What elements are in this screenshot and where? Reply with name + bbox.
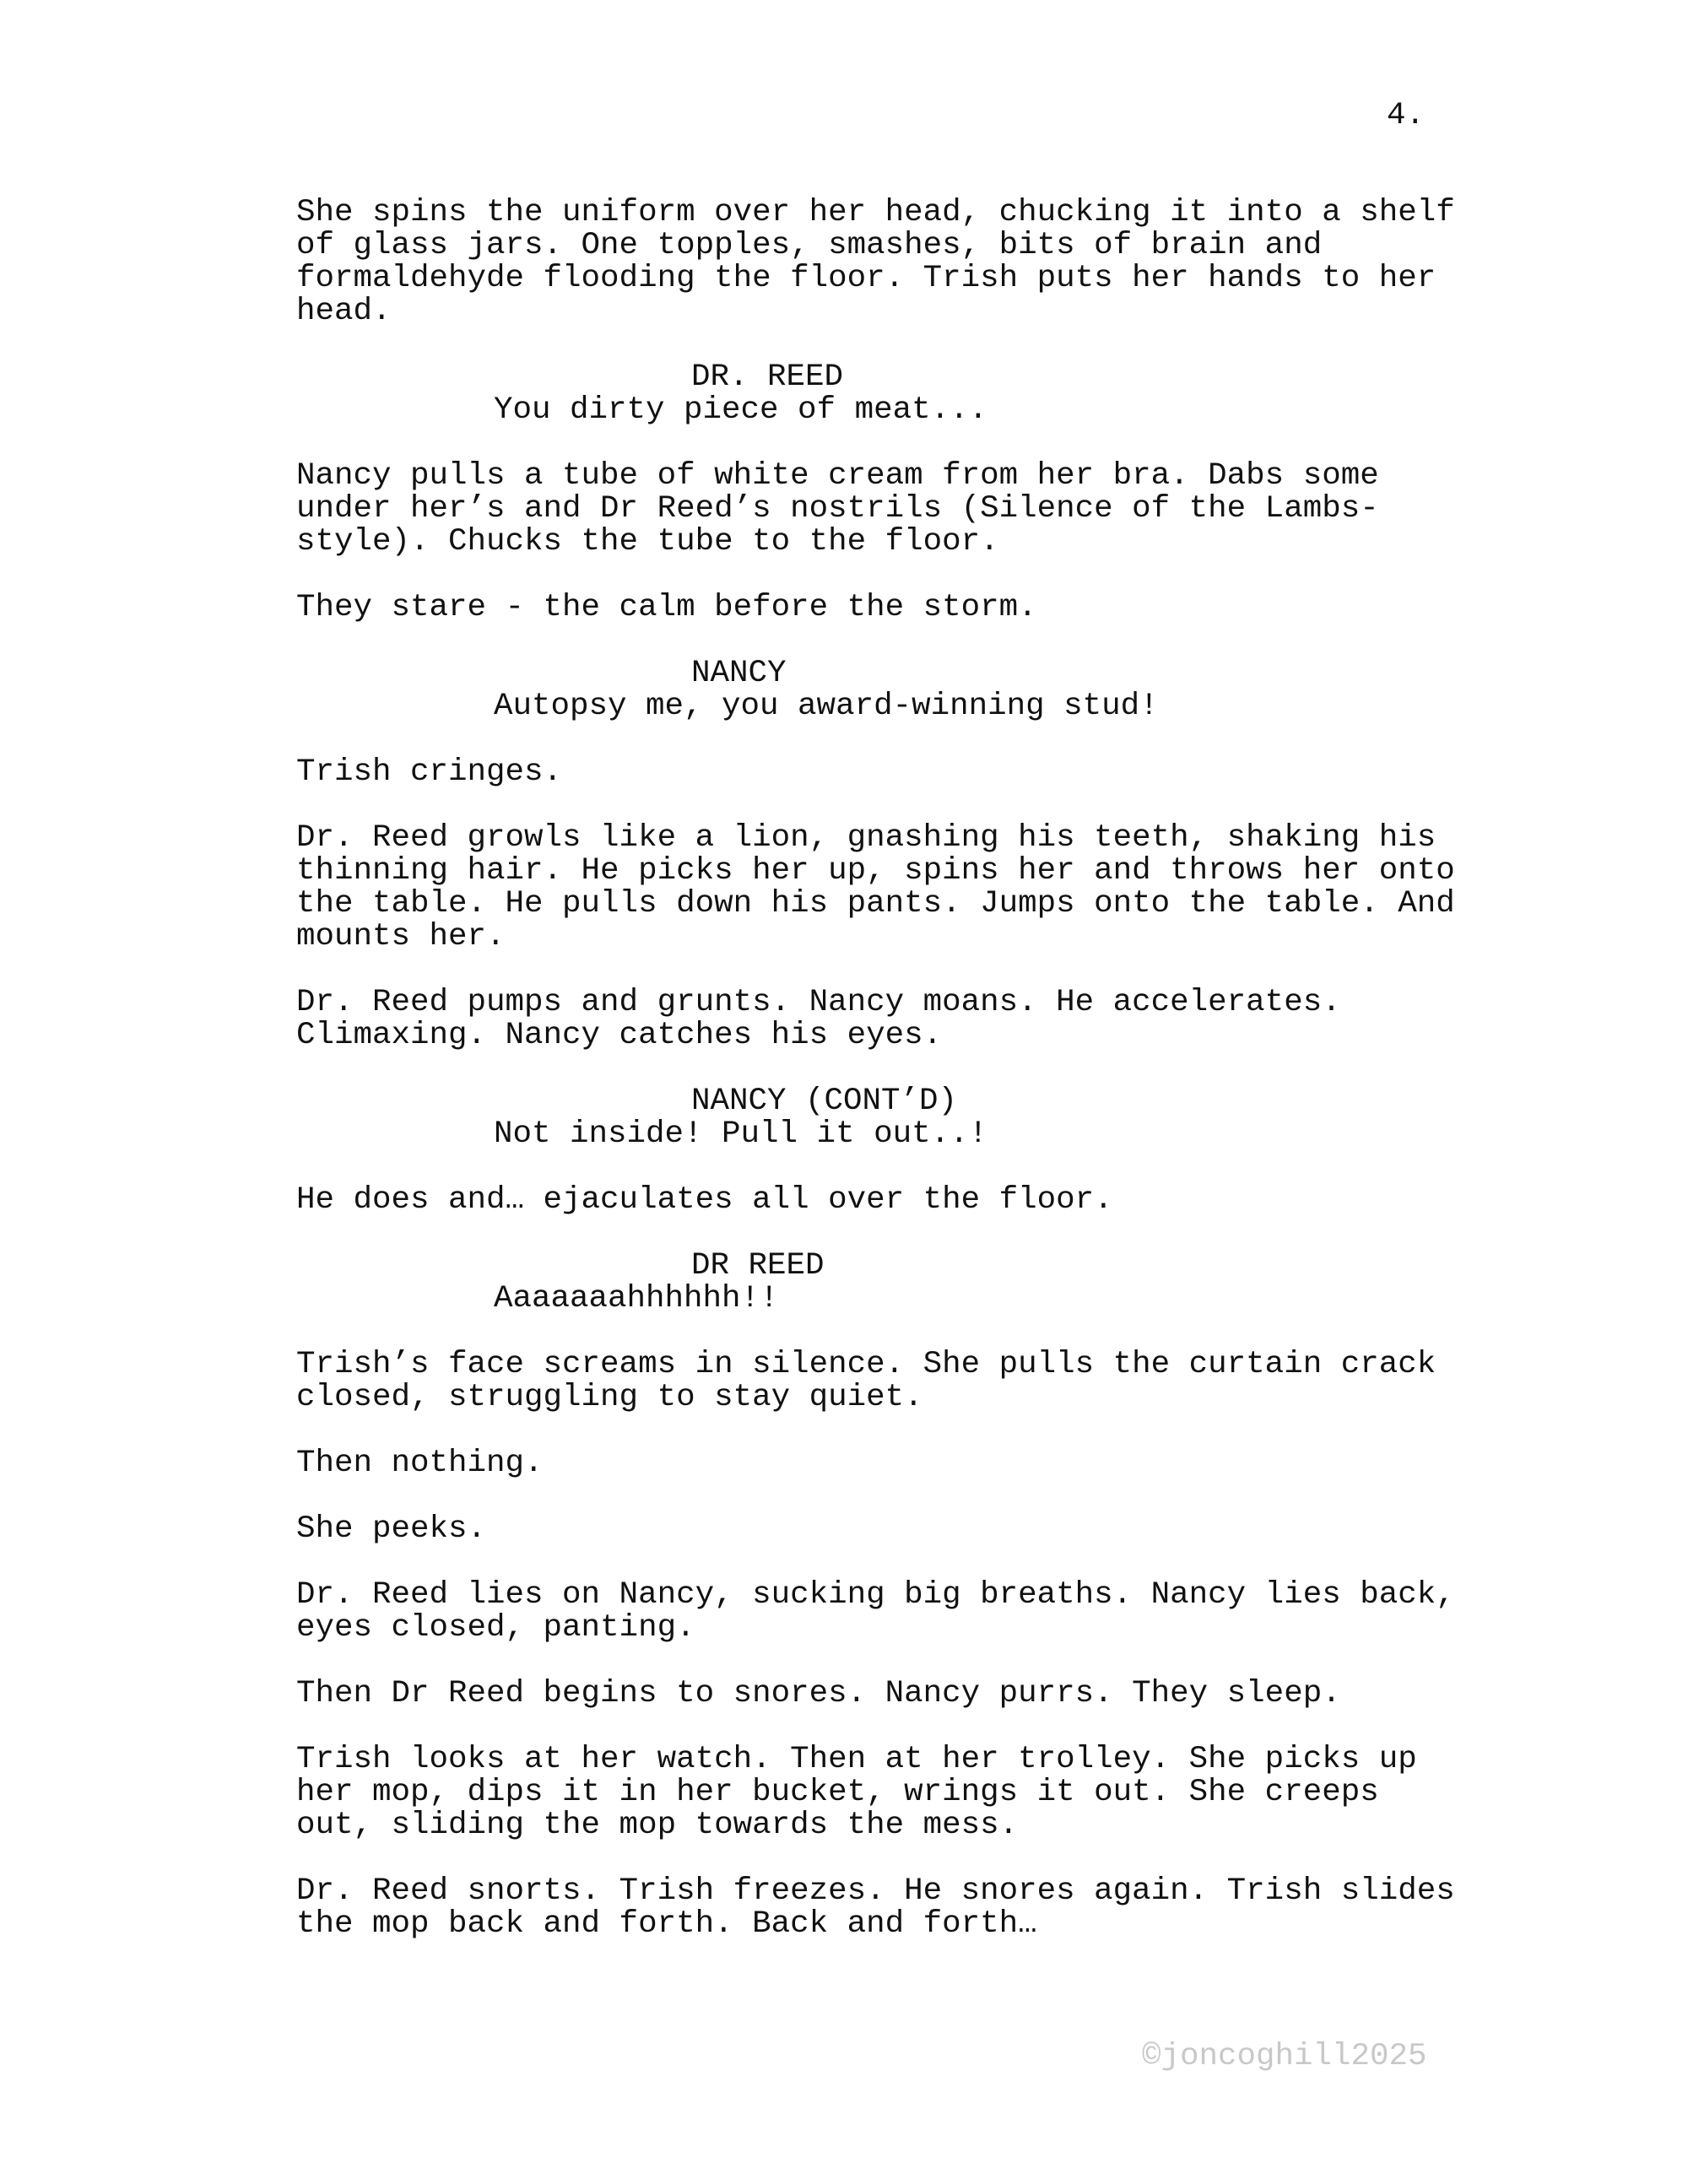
action-paragraph: He does and… ejaculates all over the floor.	[296, 1182, 1113, 1218]
action-paragraph: Dr. Reed growls like a lion, gnashing his teeth, shaking his thinning hair. He picks her up, spins her and throws her onto the table. He pulls down his pants. Jumps onto the table. And mounts her.	[296, 820, 1455, 954]
action-paragraph: Dr. Reed pumps and grunts. Nancy moans. He accelerates. Climaxing. Nancy catches his eyes.	[296, 985, 1341, 1053]
character-cue: DR. REED	[691, 359, 844, 395]
character-cue: NANCY (CONT’D)	[691, 1084, 958, 1119]
action-paragraph: Then nothing.	[296, 1446, 544, 1481]
action-paragraph: Dr. Reed lies on Nancy, sucking big breaths. Nancy lies back, eyes closed, panting.	[296, 1577, 1455, 1646]
script-body	[296, 197, 1495, 1974]
action-paragraph: Nancy pulls a tube of white cream from her bra. Dabs some under her’s and Dr Reed’s nostrils (Silence of the Lambs- style). Chucks the tube to the floor.	[296, 458, 1379, 560]
action-paragraph: Dr. Reed snorts. Trish freezes. He snores again. Trish slides the mop back and forth. Back and forth…	[296, 1873, 1455, 1942]
dialogue-line: Aaaaaaahhhhhh!!	[494, 1281, 779, 1316]
character-cue: DR REED	[691, 1248, 825, 1284]
dialogue-line: You dirty piece of meat...	[494, 392, 988, 428]
action-paragraph: Trish cringes.	[296, 754, 563, 790]
dialogue-line: Autopsy me, you award-winning stud!	[494, 689, 1159, 724]
copyright-watermark: ©joncoghill2025	[1142, 2039, 1427, 2074]
action-paragraph: She peeks.	[296, 1511, 487, 1547]
action-paragraph: Then Dr Reed begins to snores. Nancy purrs. They sleep.	[296, 1676, 1341, 1711]
character-cue: NANCY	[691, 656, 787, 691]
dialogue-line: Not inside! Pull it out..!	[494, 1116, 988, 1152]
action-paragraph: She spins the uniform over her head, chucking it into a shelf of glass jars. One topples, smashes, bits of brain and formaldehyde flooding the floor. Trish puts her hands to her head.	[296, 195, 1455, 329]
action-paragraph: They stare - the calm before the storm.	[296, 590, 1037, 625]
page-number: 4.	[1387, 98, 1426, 133]
action-paragraph: Trish looks at her watch. Then at her trolley. She picks up her mop, dips it in her bucket, wrings it out. She creeps out, sliding the mop towards the mess.	[296, 1742, 1417, 1843]
action-paragraph: Trish’s face screams in silence. She pulls the curtain crack closed, struggling to stay quiet.	[296, 1347, 1436, 1415]
